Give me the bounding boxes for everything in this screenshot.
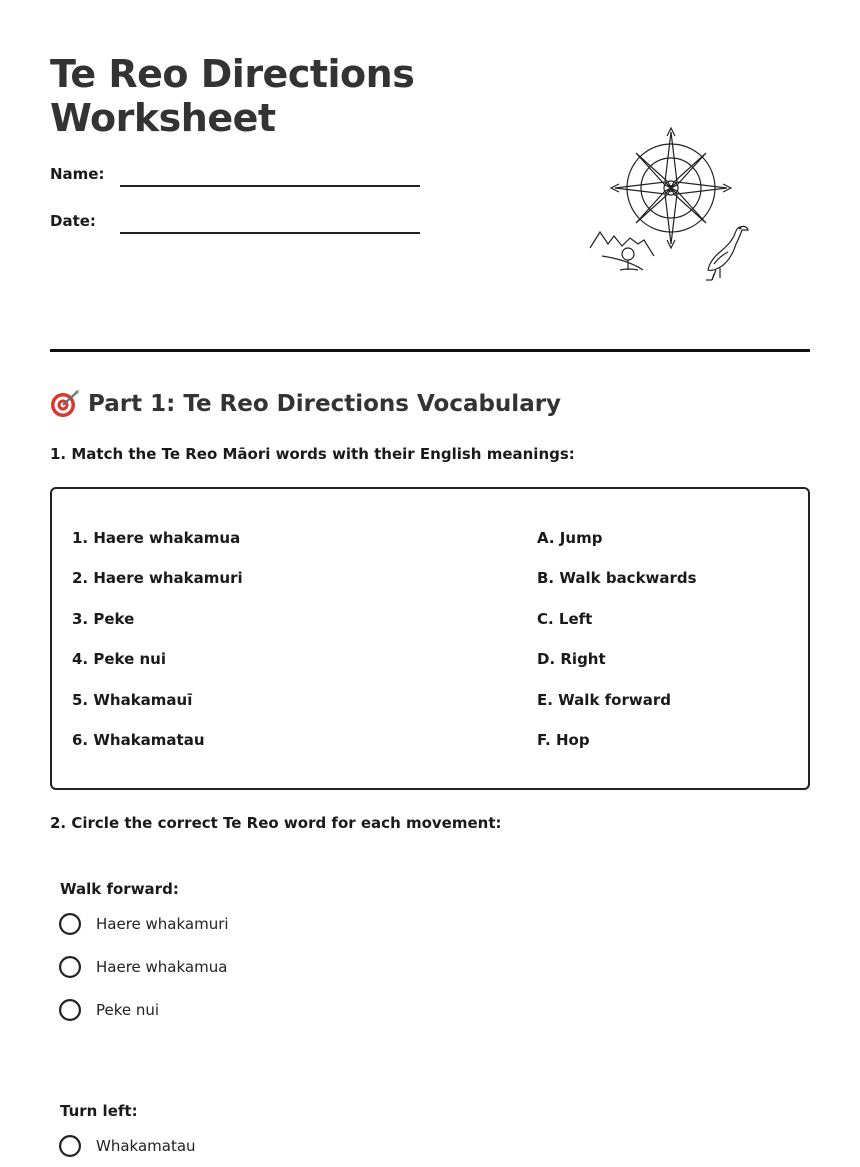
option-label: Peke nui: [96, 1000, 160, 1019]
header-divider: [50, 349, 810, 352]
question-2-text: 2. Circle the correct Te Reo word for each movement:: [50, 814, 502, 832]
option-row[interactable]: [60, 902, 229, 945]
match-right-item[interactable]: E. Walk forward: [537, 691, 671, 709]
match-left-item[interactable]: 3. Peke: [72, 610, 135, 628]
match-right-item[interactable]: F. Hop: [537, 731, 590, 749]
worksheet-title: Te Reo Directions Worksheet: [50, 52, 415, 140]
match-right-item[interactable]: C. Left: [537, 610, 593, 628]
match-left-item[interactable]: 1. Haere whakamua: [72, 529, 241, 547]
match-left-item[interactable]: 6. Whakamatau: [72, 731, 205, 749]
question-1-text: 1. Match the Te Reo Māori words with their English meanings:: [50, 445, 575, 463]
section-title: Part 1: Te Reo Directions Vocabulary: [88, 391, 562, 417]
group-label: Walk forward:: [60, 880, 179, 898]
target-dart-icon: [50, 389, 80, 419]
match-left-item[interactable]: 2. Haere whakamuri: [72, 569, 243, 587]
name-write-line[interactable]: [120, 185, 420, 187]
option-label: Haere whakamua: [96, 957, 228, 976]
circle-option-icon[interactable]: [59, 999, 81, 1021]
circle-option-icon[interactable]: [59, 1135, 81, 1157]
match-right-item[interactable]: B. Walk backwards: [537, 569, 697, 587]
circle-option-icon[interactable]: [59, 913, 81, 935]
circle-group-walk-forward: [60, 880, 229, 1031]
date-label: Date:: [50, 212, 96, 230]
circle-option-icon[interactable]: [59, 956, 81, 978]
name-field: [50, 165, 420, 187]
option-label: Whakamatau: [96, 1136, 196, 1155]
date-write-line[interactable]: [120, 232, 420, 234]
match-left-item[interactable]: 5. Whakamauī: [72, 691, 193, 709]
match-right-item[interactable]: D. Right: [537, 650, 606, 668]
date-field: [50, 212, 420, 234]
name-label: Name:: [50, 165, 105, 183]
match-right-item[interactable]: A. Jump: [537, 529, 603, 547]
compass-illustration-icon: [588, 124, 758, 284]
option-row[interactable]: [60, 945, 229, 988]
circle-group-turn-left: [60, 1102, 196, 1167]
compass-center-label: 1: [667, 184, 675, 195]
option-row[interactable]: [60, 988, 229, 1031]
section-heading: [50, 389, 561, 419]
match-left-item[interactable]: 4. Peke nui: [72, 650, 166, 668]
group-label: Turn left:: [60, 1102, 138, 1120]
option-label: Haere whakamuri: [96, 914, 229, 933]
matching-box: [50, 487, 810, 790]
